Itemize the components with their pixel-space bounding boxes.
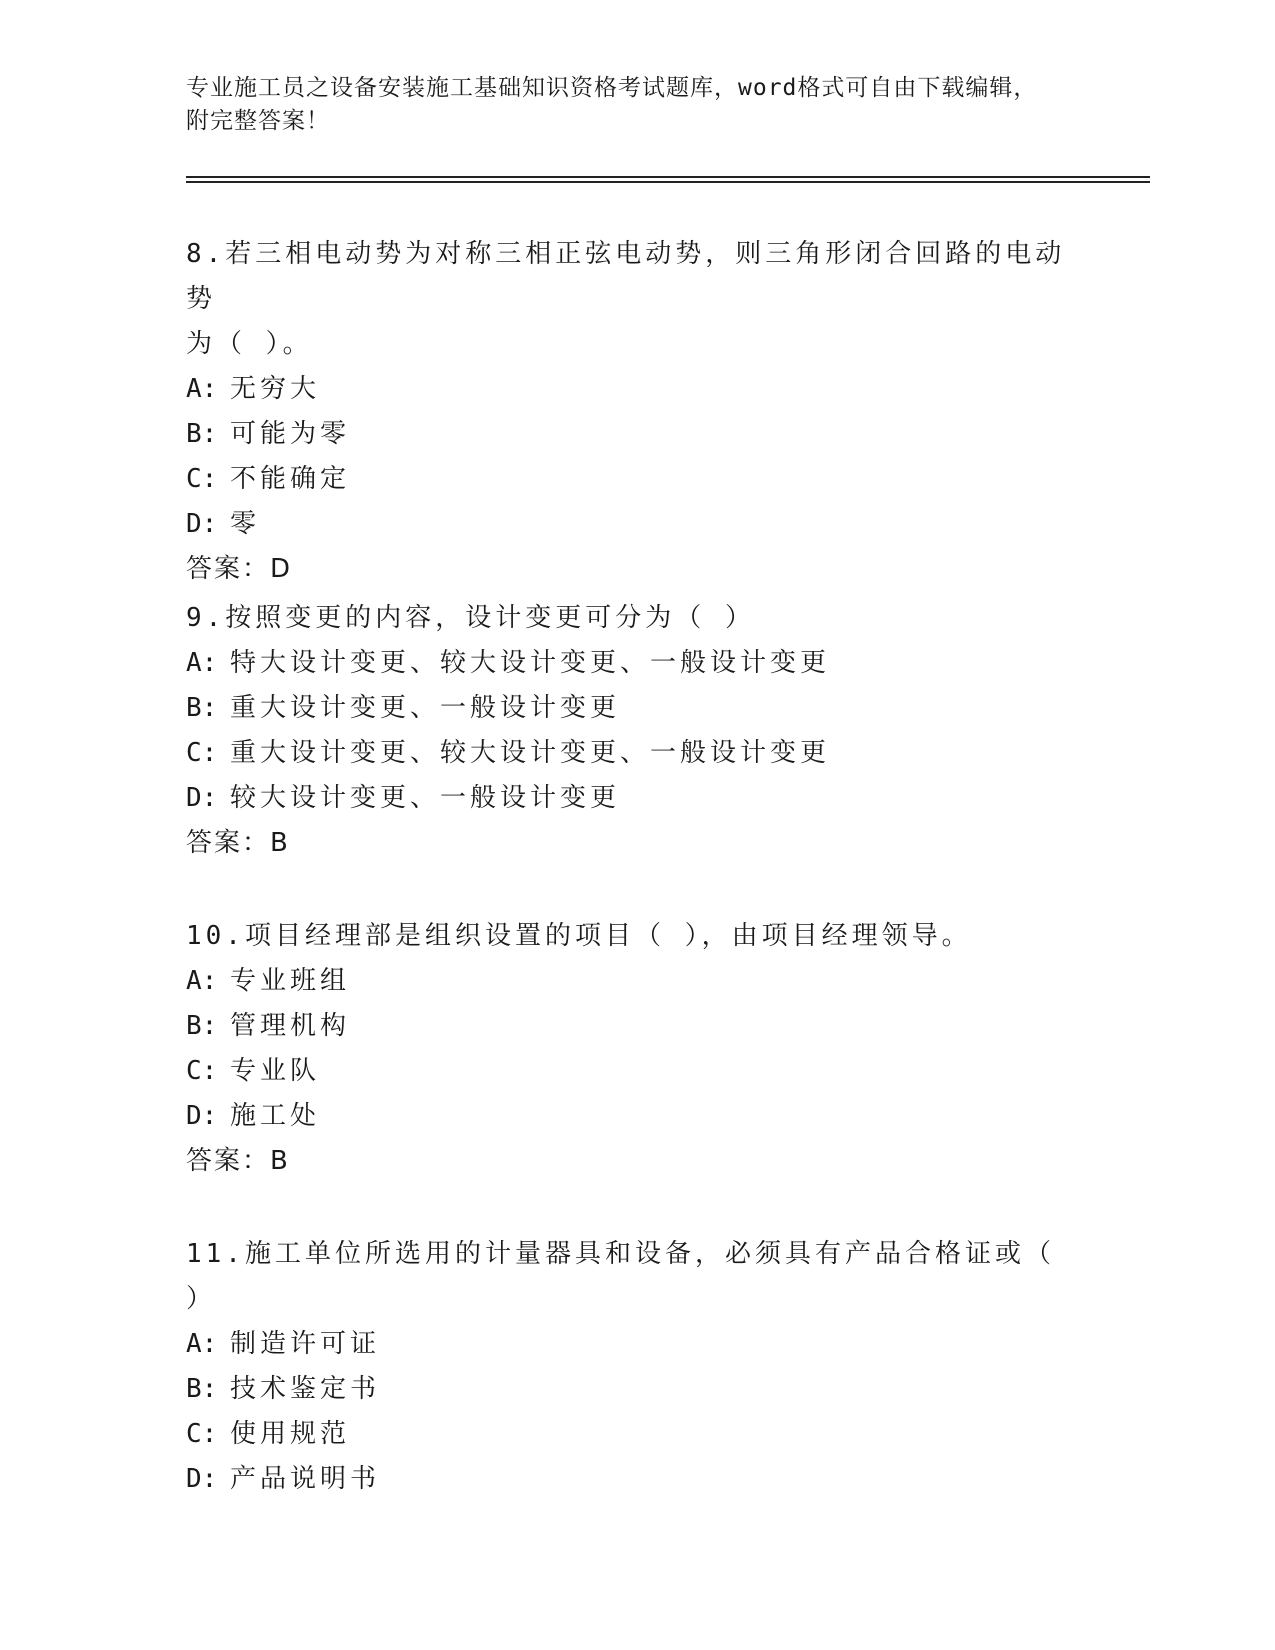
option-text: 重大设计变更、较大设计变更、一般设计变更 bbox=[230, 738, 831, 768]
header-divider-bottom bbox=[186, 181, 1150, 183]
header-line-2: 附完整答案！ bbox=[186, 108, 330, 134]
option-text: 技术鉴定书 bbox=[230, 1374, 381, 1404]
option-key: C: bbox=[186, 1419, 218, 1449]
option-c bbox=[186, 1412, 1086, 1457]
option-a bbox=[186, 367, 1086, 412]
option-key: B: bbox=[186, 419, 218, 449]
option-d bbox=[186, 1457, 1086, 1502]
question-11 bbox=[186, 1232, 1086, 1502]
option-key: B: bbox=[186, 693, 218, 723]
option-text: 较大设计变更、一般设计变更 bbox=[230, 783, 621, 813]
option-text: 不能确定 bbox=[230, 464, 351, 494]
question-stem: 9.按照变更的内容，设计变更可分为（ ） bbox=[186, 603, 755, 633]
option-key: A: bbox=[186, 966, 218, 996]
option-text: 产品说明书 bbox=[230, 1464, 381, 1494]
option-a bbox=[186, 959, 1086, 1004]
option-text: 施工处 bbox=[230, 1101, 321, 1131]
answer-line: 答案：B bbox=[186, 1146, 290, 1176]
question-stem: 10.项目经理部是组织设置的项目（ ），由项目经理领导。 bbox=[186, 921, 972, 951]
header-line-1: 专业施工员之设备安装施工基础知识资格考试题库，word格式可自由下载编辑， bbox=[186, 75, 1038, 101]
option-b bbox=[186, 412, 1086, 457]
option-c bbox=[186, 731, 1086, 776]
option-b bbox=[186, 1004, 1086, 1049]
option-a bbox=[186, 1322, 1086, 1367]
option-text: 使用规范 bbox=[230, 1419, 351, 1449]
question-10 bbox=[186, 914, 1086, 1184]
option-text: 管理机构 bbox=[230, 1011, 351, 1041]
option-d bbox=[186, 1094, 1086, 1139]
option-key: A: bbox=[186, 374, 218, 404]
option-text: 零 bbox=[230, 509, 261, 539]
option-key: D: bbox=[186, 783, 218, 813]
answer-line: 答案：D bbox=[186, 554, 293, 584]
option-key: C: bbox=[186, 738, 218, 768]
option-key: C: bbox=[186, 464, 218, 494]
option-text: 可能为零 bbox=[230, 419, 351, 449]
option-key: D: bbox=[186, 1464, 218, 1494]
question-stem: 11.施工单位所选用的计量器具和设备，必须具有产品合格证或（ ） bbox=[186, 1239, 1055, 1314]
option-d bbox=[186, 502, 1086, 547]
answer-line: 答案：B bbox=[186, 828, 290, 858]
document-header bbox=[186, 72, 1086, 138]
question-stem: 8.若三相电动势为对称三相正弦电动势，则三角形闭合回路的电动势 bbox=[186, 239, 1066, 314]
option-key: B: bbox=[186, 1011, 218, 1041]
option-a bbox=[186, 641, 1086, 686]
option-key: D: bbox=[186, 509, 218, 539]
option-text: 特大设计变更、较大设计变更、一般设计变更 bbox=[230, 648, 831, 678]
option-d bbox=[186, 776, 1086, 821]
option-text: 重大设计变更、一般设计变更 bbox=[230, 693, 621, 723]
option-c bbox=[186, 457, 1086, 502]
option-c bbox=[186, 1049, 1086, 1094]
option-text: 无穷大 bbox=[230, 374, 321, 404]
option-key: D: bbox=[186, 1101, 218, 1131]
question-stem-continued: 为（ ）。 bbox=[186, 329, 313, 359]
option-b bbox=[186, 1367, 1086, 1412]
option-text: 专业班组 bbox=[230, 966, 351, 996]
option-key: A: bbox=[186, 1329, 218, 1359]
option-key: A: bbox=[186, 648, 218, 678]
question-9 bbox=[186, 596, 1086, 866]
header-divider-top bbox=[186, 176, 1150, 178]
option-text: 制造许可证 bbox=[230, 1329, 381, 1359]
option-text: 专业队 bbox=[230, 1056, 321, 1086]
option-key: B: bbox=[186, 1374, 218, 1404]
option-b bbox=[186, 686, 1086, 731]
option-key: C: bbox=[186, 1056, 218, 1086]
question-8 bbox=[186, 232, 1086, 592]
